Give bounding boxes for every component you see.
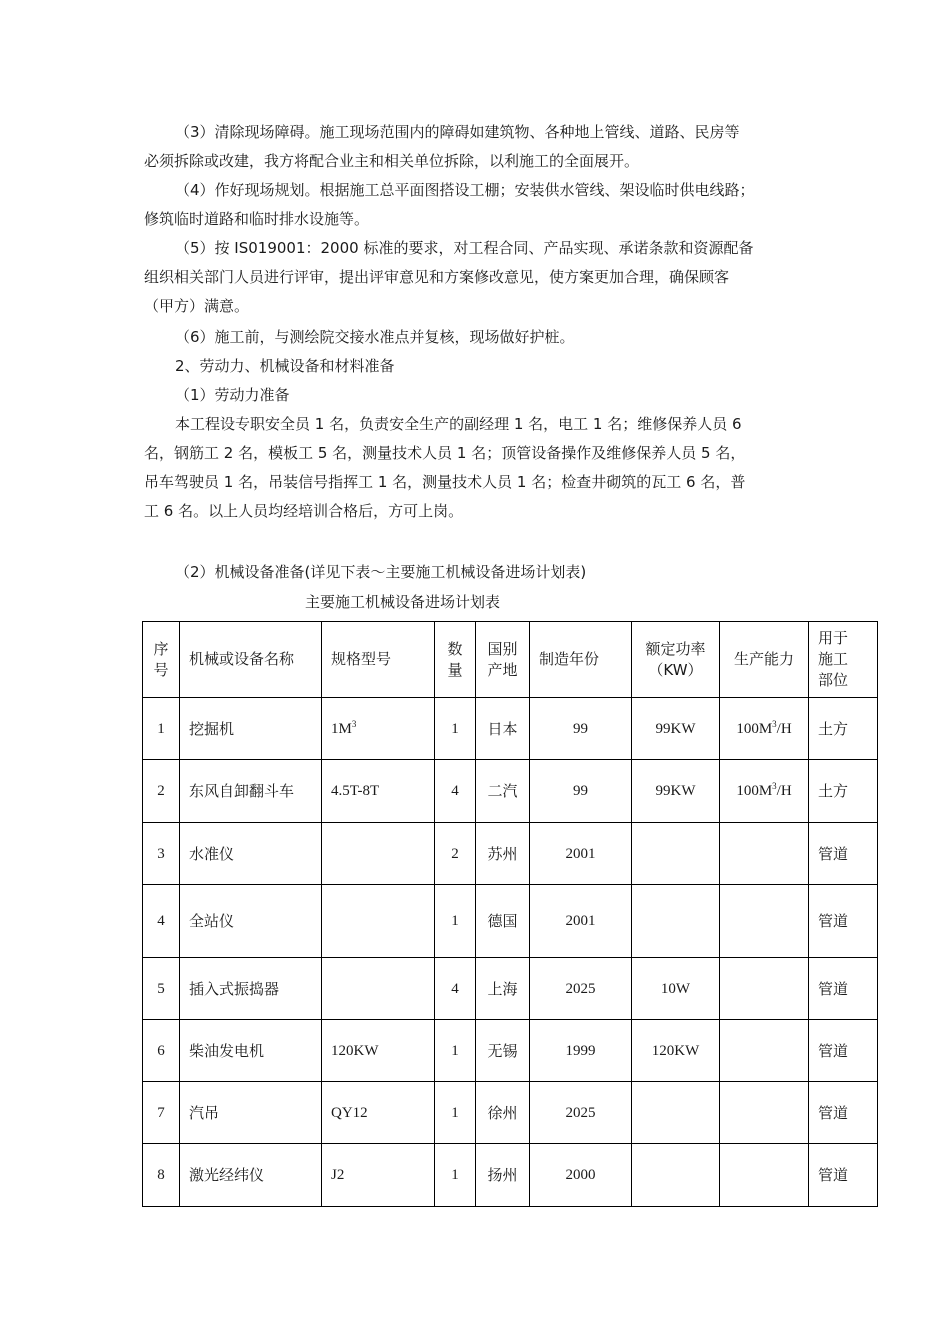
header-name: 机械或设备名称 (180, 622, 322, 698)
cell-qty: 4 (435, 958, 476, 1020)
cell-usage: 管道 (809, 885, 878, 958)
cell-usage: 土方 (809, 698, 878, 760)
cell-model (322, 885, 435, 958)
cell-qty: 1 (435, 1144, 476, 1207)
cell-capacity (720, 1020, 809, 1082)
cell-capacity (720, 958, 809, 1020)
cell-name: 汽吊 (180, 1082, 322, 1144)
paragraph-line: （2）机械设备准备(详见下表～主要施工机械设备进场计划表) (175, 563, 587, 581)
cell-power (632, 885, 720, 958)
paragraph-line: （甲方）满意。 (144, 297, 250, 315)
cell-seq: 6 (143, 1020, 180, 1082)
table-header-row (143, 622, 878, 698)
paragraph-line: 本工程设专职安全员 1 名，负责安全生产的副经理 1 名，电工 1 名；维修保养人员 6 (175, 415, 742, 433)
table-row (143, 1082, 878, 1144)
cell-origin: 德国 (476, 885, 530, 958)
cell-capacity (720, 1144, 809, 1207)
cell-year: 2000 (530, 1144, 632, 1207)
cell-qty: 1 (435, 1020, 476, 1082)
header-seq: 序 号 (143, 622, 180, 698)
cell-qty: 2 (435, 823, 476, 885)
cell-origin: 苏州 (476, 823, 530, 885)
paragraph-labor (144, 410, 824, 526)
table-row (143, 1020, 878, 1082)
cell-power: 99KW (632, 760, 720, 823)
cell-power: 99KW (632, 698, 720, 760)
cell-origin: 上海 (476, 958, 530, 1020)
cell-seq: 5 (143, 958, 180, 1020)
header-power: 额定功率 （KW） (632, 622, 720, 698)
cell-capacity: $100M^3/H$ (720, 760, 809, 823)
cell-model (322, 958, 435, 1020)
cell-qty: 1 (435, 698, 476, 760)
paragraph-line: 必须拆除或改建，我方将配合业主和相关单位拆除，以利施工的全面展开。 (144, 152, 640, 170)
cell-origin: 徐州 (476, 1082, 530, 1144)
table-row (143, 885, 878, 958)
cell-power: 120KW (632, 1020, 720, 1082)
cell-qty: 1 (435, 885, 476, 958)
cell-model: J2 (322, 1144, 435, 1207)
paragraph-line: 组织相关部门人员进行评审，提出评审意见和方案修改意见，使方案更加合理，确保顾客 (144, 268, 730, 286)
paragraph-line: （6）施工前，与测绘院交接水准点并复核，现场做好护桩。 (175, 328, 575, 346)
cell-name: 挖掘机 (180, 698, 322, 760)
table-caption: 主要施工机械设备进场计划表 (305, 593, 501, 611)
cell-model: $1M^3$ (322, 698, 435, 760)
cell-qty: 1 (435, 1082, 476, 1144)
cell-name: 水准仪 (180, 823, 322, 885)
paragraph-line: 修筑临时道路和临时排水设施等。 (144, 210, 370, 228)
paragraph-line: （4）作好现场规划。根据施工总平面图搭设工棚；安装供水管线、架设临时供电线路； (175, 181, 755, 199)
subsection-heading-labor (144, 381, 824, 410)
cell-year: 2025 (530, 958, 632, 1020)
cell-origin: 扬州 (476, 1144, 530, 1207)
header-year: 制造年份 (530, 622, 632, 698)
paragraph-iso-review (144, 234, 824, 321)
cell-usage: 管道 (809, 1144, 878, 1207)
header-qty: 数 量 (435, 622, 476, 698)
table-row (143, 958, 878, 1020)
cell-power: 10W (632, 958, 720, 1020)
subsection-heading-machinery (144, 558, 824, 587)
cell-name: 柴油发电机 (180, 1020, 322, 1082)
paragraph-line: 名，钢筋工 2 名，模板工 5 名，测量技术人员 1 名；顶管设备操作及维修保养人员 5 名， (144, 444, 746, 462)
cell-name: 全站仪 (180, 885, 322, 958)
cell-origin: 二汽 (476, 760, 530, 823)
cell-seq: 4 (143, 885, 180, 958)
cell-usage: 管道 (809, 958, 878, 1020)
cell-model: QY12 (322, 1082, 435, 1144)
cell-year: 2025 (530, 1082, 632, 1144)
table-row (143, 823, 878, 885)
cell-usage: 管道 (809, 823, 878, 885)
cell-model: 4.5T-8T (322, 760, 435, 823)
cell-model: 120KW (322, 1020, 435, 1082)
cell-power (632, 1082, 720, 1144)
paragraph-benchmark (144, 323, 824, 352)
cell-seq: 7 (143, 1082, 180, 1144)
paragraph-clear-obstacles (144, 118, 824, 176)
paragraph-line: （1）劳动力准备 (175, 386, 290, 404)
paragraph-site-planning (144, 176, 824, 234)
header-capacity: 生产能力 (720, 622, 809, 698)
header-origin: 国别 产地 (476, 622, 530, 698)
cell-power (632, 1144, 720, 1207)
section-heading (144, 352, 824, 381)
cell-origin: 无锡 (476, 1020, 530, 1082)
cell-seq: 8 (143, 1144, 180, 1207)
table-row (143, 760, 878, 823)
cell-usage: 管道 (809, 1020, 878, 1082)
cell-year: 2001 (530, 823, 632, 885)
equipment-table (142, 621, 878, 1207)
cell-name: 插入式振捣器 (180, 958, 322, 1020)
cell-capacity: $100M^3/H$ (720, 698, 809, 760)
paragraph-line: 工 6 名。以上人员均经培训合格后，方可上岗。 (144, 502, 464, 520)
cell-model (322, 823, 435, 885)
header-model: 规格型号 (322, 622, 435, 698)
cell-usage: 土方 (809, 760, 878, 823)
cell-capacity (720, 1082, 809, 1144)
cell-capacity (720, 823, 809, 885)
cell-seq: 2 (143, 760, 180, 823)
paragraph-line: 吊车驾驶员 1 名，吊装信号指挥工 1 名，测量技术人员 1 名；检查井砌筑的瓦工 6 名，普 (144, 473, 746, 491)
cell-name: 东风自卸翻斗车 (180, 760, 322, 823)
paragraph-line: （3）清除现场障碍。施工现场范围内的障碍如建筑物、各种地上管线、道路、民房等 (175, 123, 740, 141)
header-usage: 用于 施工 部位 (809, 622, 878, 698)
cell-year: 1999 (530, 1020, 632, 1082)
cell-qty: 4 (435, 760, 476, 823)
cell-seq: 3 (143, 823, 180, 885)
table-row (143, 698, 878, 760)
paragraph-line: （5）按 IS019001：2000 标准的要求，对工程合同、产品实现、承诺条款和资源配备 (175, 239, 754, 257)
paragraph-line: 2、劳动力、机械设备和材料准备 (175, 357, 395, 375)
cell-origin: 日本 (476, 698, 530, 760)
cell-capacity (720, 885, 809, 958)
cell-year: 99 (530, 698, 632, 760)
cell-seq: 1 (143, 698, 180, 760)
table-row (143, 1144, 878, 1207)
cell-name: 激光经纬仪 (180, 1144, 322, 1207)
cell-year: 99 (530, 760, 632, 823)
cell-power (632, 823, 720, 885)
cell-usage: 管道 (809, 1082, 878, 1144)
cell-year: 2001 (530, 885, 632, 958)
